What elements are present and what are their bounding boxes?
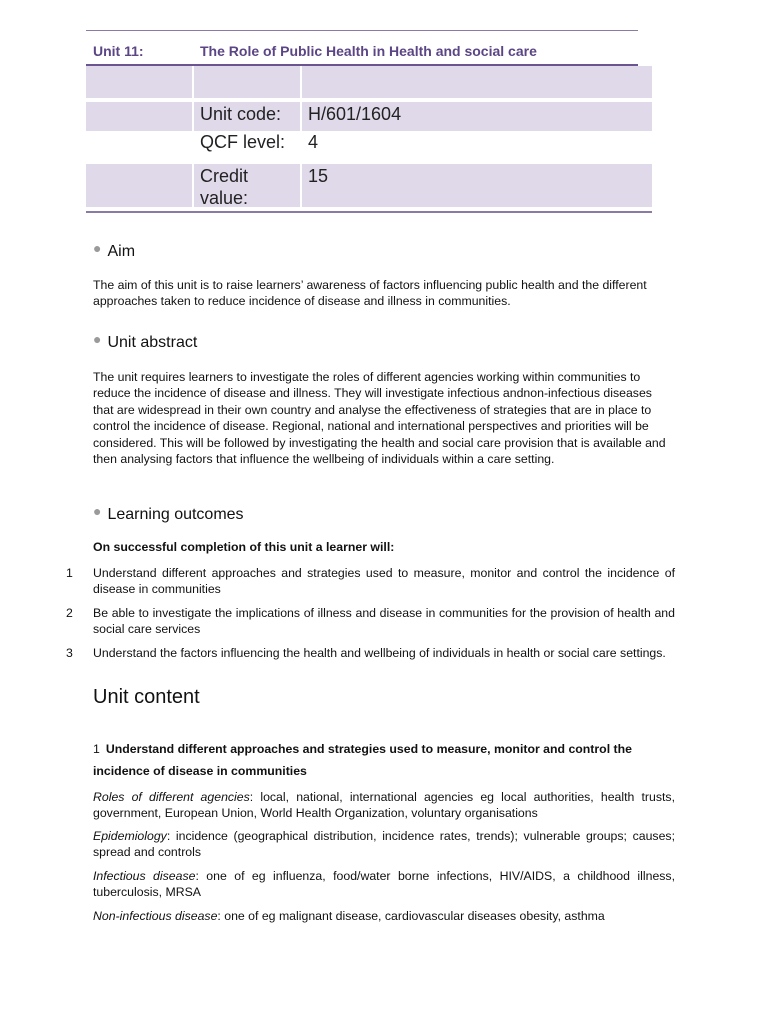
qcf-value: 4 xyxy=(308,132,319,152)
content-topic: Roles of different agencies: local, national, international agencies eg local authorities, health trusts, government, European Union, World Health Organization, voluntary organisations xyxy=(93,790,675,821)
content-topic: Epidemiology: incidence (geographical distribution, incidence rates, trends); vulnerable groups; causes; spread and controls xyxy=(93,829,675,860)
unit-content-heading: Unit content xyxy=(93,686,200,708)
unit-code-value: H/601/1604 xyxy=(308,104,402,124)
learning-outcome-1-heading: 1 Understand different approaches and strategies used to measure, monitor and control the incidence of disease in communities xyxy=(93,742,632,778)
bullet-icon: ● xyxy=(93,240,102,256)
credit-label: Credit value: xyxy=(200,166,249,208)
bullet-icon: ● xyxy=(93,503,102,519)
aim-text: The aim of this unit is to raise learners’ awareness of factors influencing public health and the different approaches taken to reduce incidence of disease and illness in communities. xyxy=(93,278,647,309)
unit-code-label: Unit code: xyxy=(200,104,282,124)
abstract-text: The unit requires learners to investigate the roles of different agencies working within communities to reduce the incidence of disease and illness. They will investigate infectious andnon-infectious diseases that are widespread in their own country and analyse the effectiveness of strategies that are in place to control the incidence of disease. Regional, national and international perspectives and priorities will be considered. This will be followed by investigating the health and social care provision that is available and then analysing factors that influence the wellbeing of individuals within a care setting. xyxy=(93,370,666,467)
learning-outcome-item: 3 Understand the factors influencing the health and wellbeing of individuals in health or social care settings. xyxy=(66,646,666,660)
content-topic: Infectious disease: one of eg influenza, food/water borne infections, HIV/AIDS, a childhood illness, tuberculosis, MRSA xyxy=(93,869,675,900)
unit-title: The Role of Public Health in Health and social care xyxy=(200,43,537,59)
learning-outcomes-heading: ● Learning outcomes xyxy=(93,503,244,523)
learning-outcome-item: 2 Be able to investigate the implications of illness and disease in communities for the provision of health and social care services xyxy=(66,606,675,636)
bullet-icon: ● xyxy=(93,331,102,347)
content-topic: Non-infectious disease: one of eg malignant disease, cardiovascular diseases obesity, asthma xyxy=(93,909,605,923)
info-row-qcf xyxy=(86,131,652,164)
qcf-label: QCF level: xyxy=(200,132,286,152)
aim-heading: ● Aim xyxy=(93,240,136,260)
unit-header xyxy=(86,30,638,66)
table-bottom-rule xyxy=(86,211,652,213)
unit-info-table xyxy=(86,66,652,207)
abstract-heading: ● Unit abstract xyxy=(93,331,198,351)
info-row-empty xyxy=(86,66,652,98)
learning-outcomes-intro: On successful completion of this unit a learner will: xyxy=(93,540,395,554)
unit-number: Unit 11: xyxy=(93,43,144,59)
info-row-credit xyxy=(86,164,652,207)
learning-outcome-item: 1 Understand different approaches and strategies used to measure, monitor and control the incidence of disease in communities xyxy=(66,566,675,596)
credit-value: 15 xyxy=(308,166,329,186)
info-row-unit-code xyxy=(86,102,652,131)
